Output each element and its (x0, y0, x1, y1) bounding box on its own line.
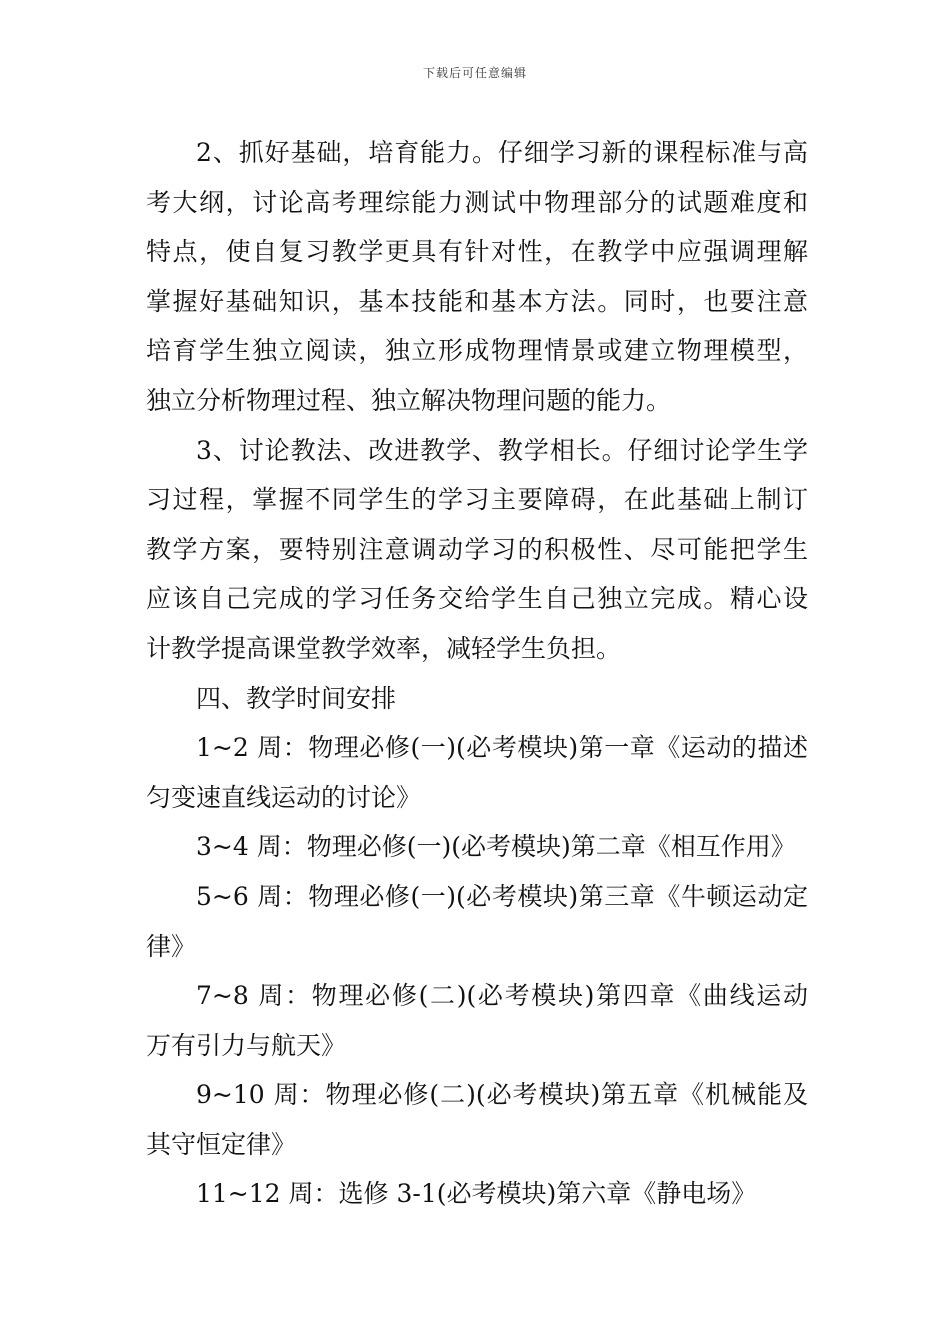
schedule-line: 5~6 周：物理必修(一)(必考模块)第三章《牛顿运动定 (196, 881, 808, 911)
paragraph-line: 2、抓好基础，培育能力。仔细学习新的课程标准与高 (196, 138, 808, 167)
section-heading: 四、教学时间安排 (196, 683, 397, 713)
schedule-line: 律》 (146, 931, 197, 961)
schedule-line: 其守恒定律》 (146, 1129, 297, 1159)
schedule-line: 9~10 周：物理必修(二)(必考模块)第五章《机械能及 (196, 1080, 808, 1110)
paragraph-line: 计教学提高课堂教学效率，减轻学生负担。 (146, 633, 622, 663)
page-header: 下载后可任意编辑 (422, 66, 527, 80)
schedule-line: 匀变速直线运动的讨论》 (146, 782, 422, 812)
paragraph-line: 3、讨论教法、改进教学、教学相长。仔细讨论学生学 (196, 435, 808, 465)
document-body (146, 128, 808, 1219)
paragraph-line: 习过程，掌握不同学生的学习主要障碍，在此基础上制订 (146, 485, 808, 515)
paragraph-line: 特点，使自复习教学更具有针对性，在教学中应强调理解 (146, 237, 808, 267)
paragraph-line: 应该自己完成的学习任务交给学生自己独立完成。精心设 (146, 584, 808, 614)
schedule-line: 7~8 周：物理必修(二)(必考模块)第四章《曲线运动 (196, 981, 808, 1011)
schedule-line: 万有引力与航天》 (146, 1030, 347, 1060)
paragraph-line: 教学方案，要特别注意调动学习的积极性、尽可能把学生 (146, 534, 808, 564)
paragraph-line: 培育学生独立阅读，独立形成物理情景或建立物理模型， (146, 336, 808, 366)
paragraph-line: 掌握好基础知识，基本技能和基本方法。同时，也要注意 (146, 286, 808, 316)
schedule-line: 11~12 周：选修 3-1(必考模块)第六章《静电场》 (196, 1179, 757, 1209)
paragraph-line: 独立分析物理过程、独立解决物理问题的能力。 (146, 385, 672, 415)
paragraph-line: 考大纲，讨论高考理综能力测试中物理部分的试题难度和 (146, 187, 808, 217)
schedule-line: 3~4 周：物理必修(一)(必考模块)第二章《相互作用》 (196, 832, 796, 862)
schedule-line: 1~2 周：物理必修(一)(必考模块)第一章《运动的描述 (196, 733, 808, 763)
